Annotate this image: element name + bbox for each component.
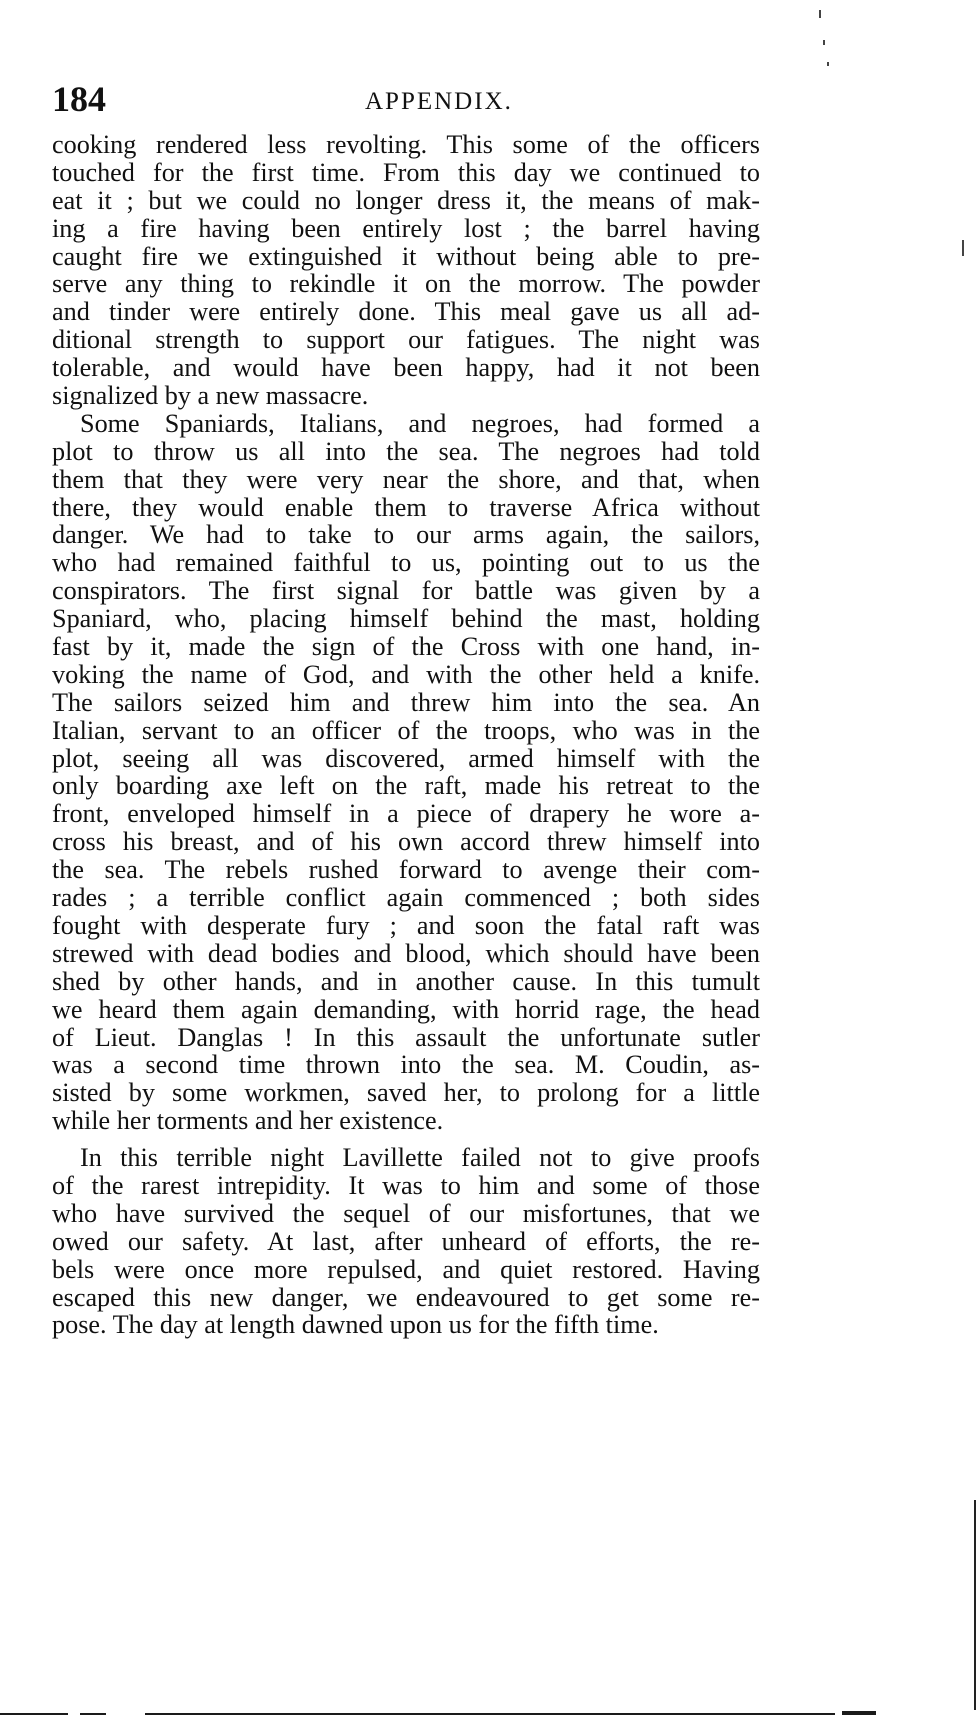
text-line: was a second time thrown into the sea. M. Coudin, as- <box>52 1050 760 1080</box>
bottom-rule <box>0 1713 68 1715</box>
text-line: serve any thing to rekindle it on the morrow. The powder <box>52 269 760 299</box>
bottom-rule <box>80 1713 106 1715</box>
paragraph-3 <box>52 1144 760 1339</box>
text-line: we heard them again demanding, with horrid rage, the head <box>52 994 760 1024</box>
text-line: Spaniard, who, placing himself behind the mast, holding <box>52 604 760 634</box>
paragraph-2 <box>52 410 760 1135</box>
text-line: fast by it, made the sign of the Cross with one hand, in- <box>52 632 760 662</box>
text-line: danger. We had to take to our arms again, the sailors, <box>52 520 760 550</box>
text-line: the sea. The rebels rushed forward to avenge their com- <box>52 855 760 885</box>
text-line: shed by other hands, and in another cause. In this tumult <box>52 966 760 996</box>
body-text <box>52 131 760 1339</box>
text-line: sisted by some workmen, saved her, to prolong for a little <box>52 1078 760 1108</box>
text-line: and tinder were entirely done. This meal gave us all ad- <box>52 297 760 327</box>
text-line: plot, seeing all was discovered, armed himself with the <box>52 743 760 773</box>
text-line: cooking rendered less revolting. This some of the officers <box>52 130 760 159</box>
text-line: strewed with dead bodies and blood, which should have been <box>52 938 760 968</box>
text-line: tolerable, and would have been happy, had it not been <box>52 353 760 383</box>
bottom-rule <box>842 1711 876 1715</box>
text-line: plot to throw us all into the sea. The negroes had told <box>52 436 760 466</box>
text-line: who have survived the sequel of our misfortunes, that we <box>52 1198 760 1228</box>
text-line: there, they would enable them to traverse Africa without <box>52 492 760 522</box>
text-line: owed our safety. At last, after unheard of efforts, the re- <box>52 1226 760 1256</box>
text-line: Italian, servant to an officer of the troops, who was in the <box>52 715 760 745</box>
text-line: Some Spaniards, Italians, and negroes, had formed a <box>80 408 760 438</box>
paragraph-1 <box>52 131 760 410</box>
scan-speck <box>819 10 821 18</box>
bottom-rule <box>145 1713 835 1715</box>
page-number: 184 <box>52 79 106 119</box>
text-line: while her torments and her existence. <box>52 1106 444 1136</box>
scan-speck <box>962 240 964 256</box>
text-line: ing a fire having been entirely lost ; the barrel having <box>52 213 760 243</box>
text-line: front, enveloped himself in a piece of drapery he wore a- <box>52 799 760 829</box>
text-line: signalized by a new massacre. <box>52 381 369 411</box>
text-line: who had remained faithful to us, pointing out to us the <box>52 548 760 578</box>
text-line: caught fire we extinguished it without being able to pre- <box>52 241 760 271</box>
text-line: voking the name of God, and with the other held a knife. <box>52 659 760 689</box>
text-line: escaped this new danger, we endeavoured to get some re- <box>52 1282 760 1312</box>
text-line: touched for the first time. From this day we continued to <box>52 157 760 187</box>
text-line: In this terrible night Lavillette failed not to give proofs <box>80 1143 760 1173</box>
text-line: pose. The day at length dawned upon us for the fifth time. <box>52 1310 659 1340</box>
scan-speck <box>827 62 829 66</box>
text-line: cross his breast, and of his own accord threw himself into <box>52 827 760 857</box>
text-line: rades ; a terrible conflict again commenced ; both sides <box>52 883 760 913</box>
text-line: fought with desperate fury ; and soon the fatal raft was <box>52 910 760 940</box>
text-line: ditional strength to support our fatigues. The night was <box>52 325 760 355</box>
text-line: them that they were very near the shore, and that, when <box>52 464 760 494</box>
text-line: eat it ; but we could no longer dress it, the means of mak- <box>52 185 760 215</box>
text-line: bels were once more repulsed, and quiet restored. Having <box>52 1254 760 1284</box>
text-line: of Lieut. Danglas ! In this assault the unfortunate sutler <box>52 1022 760 1052</box>
scan-speck <box>823 40 825 45</box>
text-line: The sailors seized him and threw him into the sea. An <box>52 687 760 717</box>
text-line: only boarding axe left on the raft, made his retreat to the <box>52 771 760 801</box>
text-line: of the rarest intrepidity. It was to him and some of those <box>52 1170 760 1200</box>
running-head: APPENDIX. <box>365 88 513 115</box>
text-line: conspirators. The first signal for battle was given by a <box>52 576 760 606</box>
